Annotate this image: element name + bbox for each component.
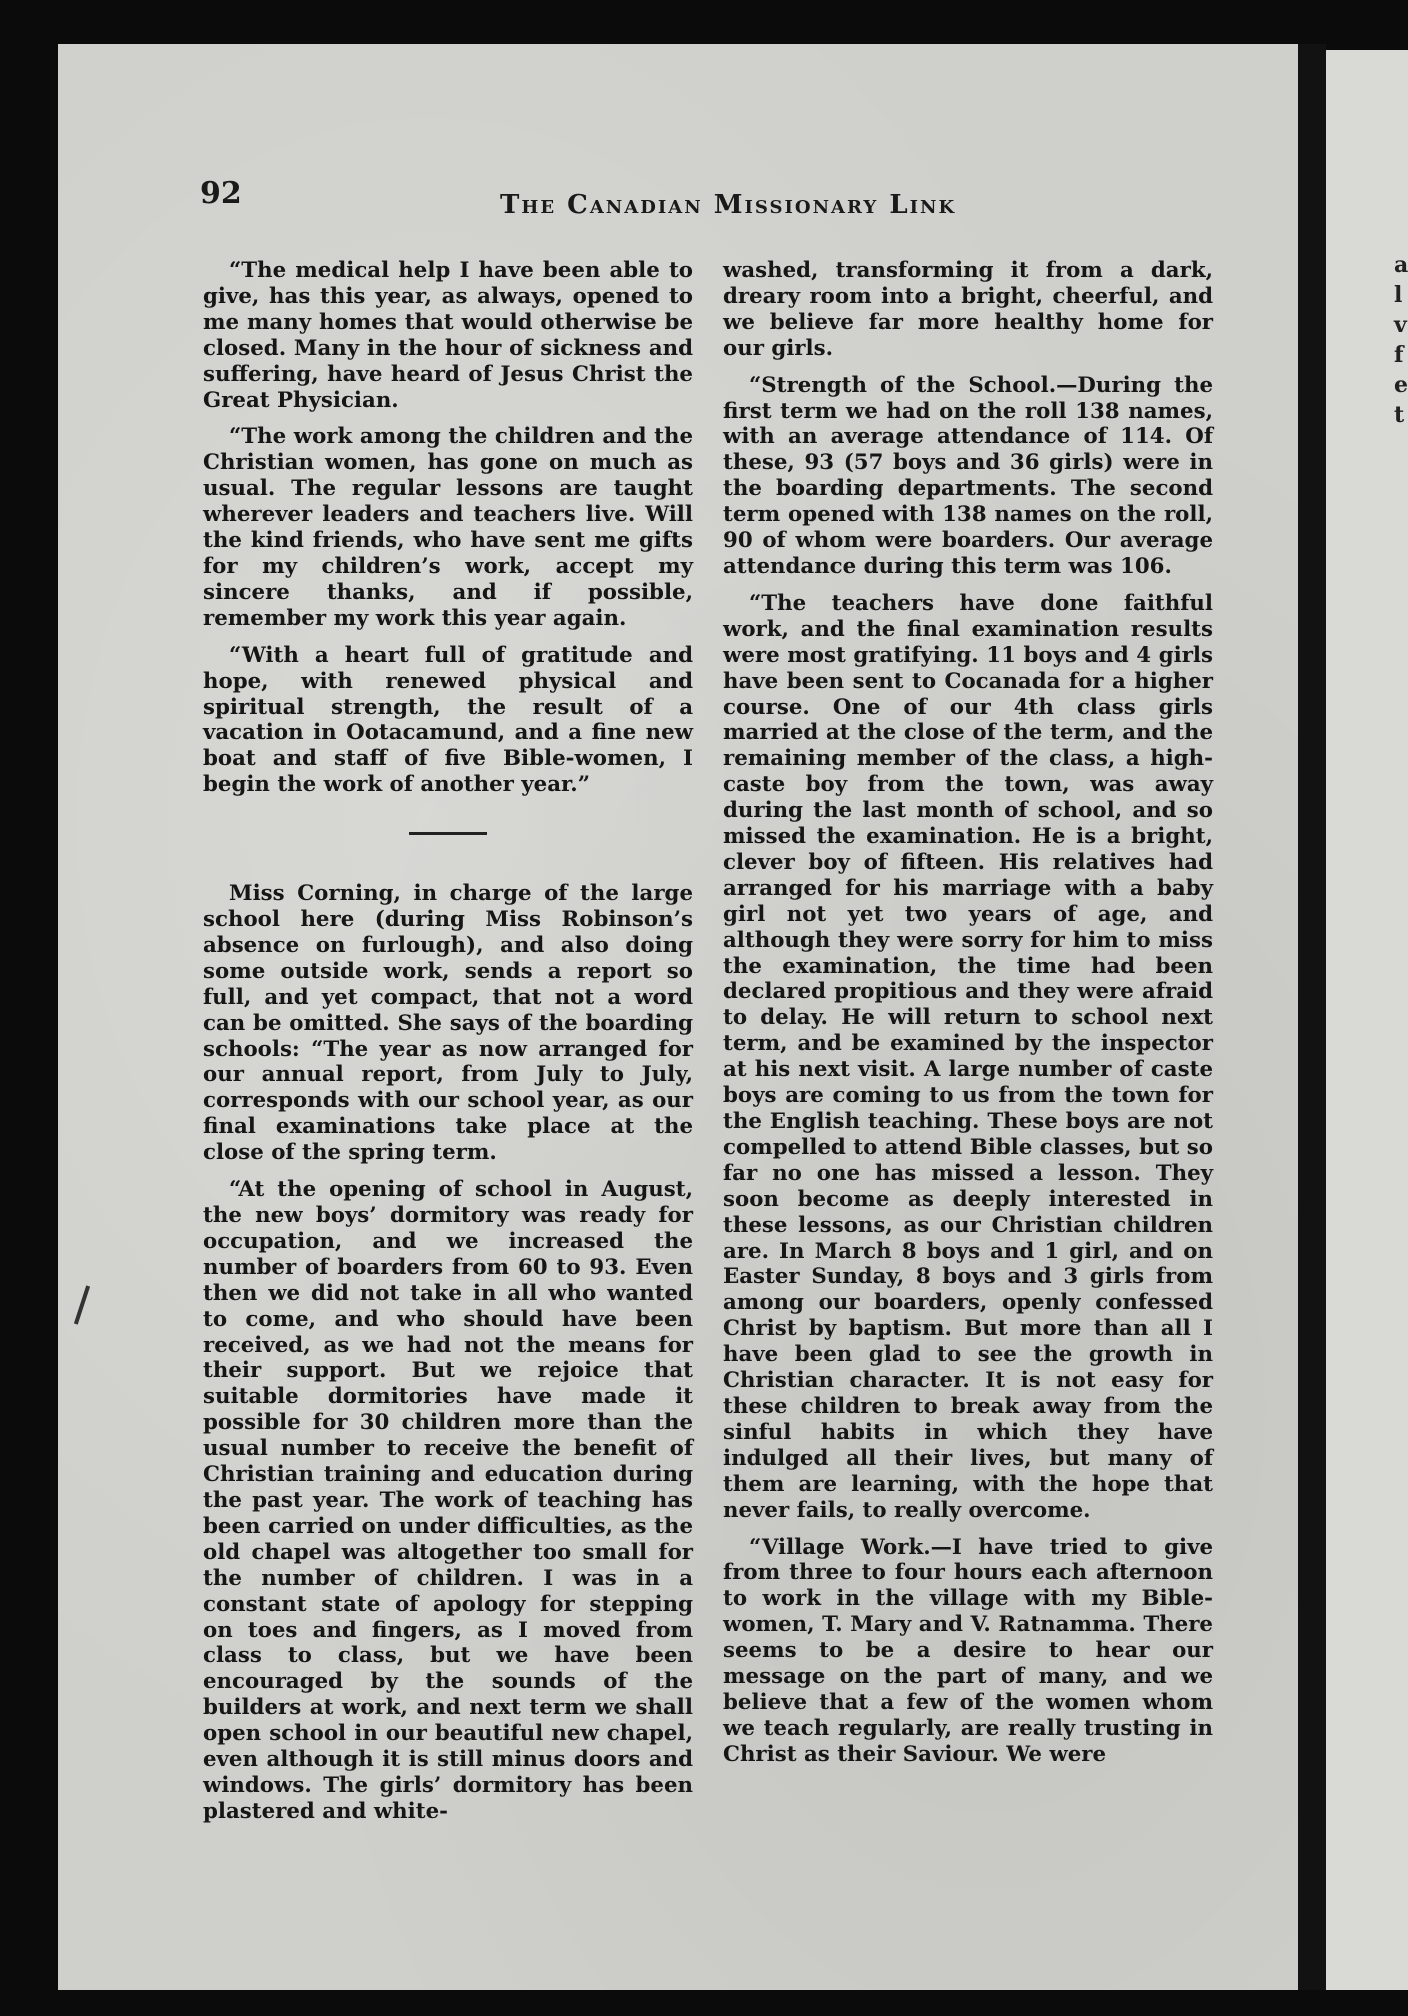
paragraph: washed, transforming it from a dark, dreary room into a bright, cheerful, and we believe far more healthy home for our girls.	[723, 258, 1213, 361]
running-title: The Canadian Missionary Link	[500, 190, 957, 220]
paragraph: “The teachers have done faithful work, and the final examination results were most gratifying. 11 boys and 4 girls have been sent to Cocanada for a higher course. One of our 4th class girls married at the close of the term, and the remaining member of the class, a high-caste boy from the town, was away during the last month of school, and so missed the examination. He is a bright, clever boy of fifteen. His relatives had arranged for his marriage with a baby girl not yet two years of age, and although they were sorry for him to miss the examination, the time had been declared propitious and they were afraid to delay. He will return to school next term, and be examined by the inspector at his next visit. A large number of caste boys are coming to us from the town for the English teaching. These boys are not compelled to attend Bible classes, but so far no one has missed a lesson. They soon become as deeply interested in these lessons, as our Christian children are. In March 8 boys and 1 girl, and on Easter Sunday, 8 boys and 3 girls from among our boarders, openly confessed Christ by baptism. But more than all I have been glad to see the growth in Christian character. It is not easy for these children to break away from the sinful habits in which they have indulged all their lives, but many of them are learning, with the hope that never fails, to really overcome.	[723, 590, 1213, 1523]
paragraph: “At the opening of school in August, the new boys’ dormitory was ready for occupation, and we increased the number of boarders from 60 to 93. Even then we did not take in all who wanted to come, and who should have been received, as we had not the means for their support. But we rejoice that suitable dormitories have made it possible for 30 children more than the usual number to receive the benefit of Christian training and education during the past year. The work of teaching has been carried on under difficulties, as the old chapel was altogether too small for the number of children. I was in a constant state of apology for stepping on toes and fingers, as I moved from class to class, but we have been encouraged by the sounds of the builders at work, and next term we shall open school in our beautiful new chapel, even although it is still minus doors and windows. The girls’ dormitory has been plastered and white-	[203, 1177, 693, 1824]
book-gutter	[1298, 44, 1326, 1990]
edge-letter: a	[1394, 252, 1408, 278]
page-number: 92	[200, 176, 242, 211]
paragraph: Miss Corning, in charge of the large school here (during Miss Robinson’s absence on furlough), and also doing some outside work, sends a report so full, and yet compact, that not a word can be omitted. She says of the boarding schools: “The year as now arranged for our annual report, from July to July, corresponds with our school year, as our final examinations take place at the close of the spring term.	[203, 881, 693, 1166]
paragraph: “Village Work.—I have tried to give from three to four hours each afternoon to work in the village with my Bible-women, T. Mary and V. Ratnamma. There seems to be a desire to hear our message on the part of many, and we believe that a few of the women whom we teach regularly, are really trusting in Christ as their Saviour. We were	[723, 1534, 1213, 1767]
paragraph: “The medical help I have been able to give, has this year, as always, opened to me many homes that would otherwise be closed. Many in the hour of sickness and suffering, have heard of Jesus Christ the Great Physician.	[203, 258, 693, 413]
facing-page-letters	[1394, 250, 1408, 430]
section-divider	[409, 832, 487, 835]
paragraph: “Strength of the School.—During the first term we had on the roll 138 names, with an average attendance of 114. Of these, 93 (57 boys and 36 girls) were in the boarding departments. The second term opened with 138 names on the roll, 90 of whom were boarders. Our average attendance during this term was 106.	[723, 372, 1213, 579]
edge-letter: t	[1394, 402, 1405, 428]
left-column	[203, 258, 693, 1836]
edge-letter: v	[1394, 312, 1407, 338]
edge-letter: e	[1394, 372, 1408, 398]
edge-letter: f	[1394, 342, 1404, 368]
right-column	[723, 258, 1213, 1779]
paragraph: “The work among the children and the Christian women, has gone on much as usual. The regular lessons are taught wherever leaders and teachers live. Will the kind friends, who have sent me gifts for my children’s work, accept my sincere thanks, and if possible, remember my work this year again.	[203, 424, 693, 631]
edge-letter: l	[1394, 282, 1403, 308]
paragraph: “With a heart full of gratitude and hope, with renewed physical and spiritual strength, the result of a vacation in Ootacamund, and a fine new boat and staff of five Bible-women, I begin the work of another year.”	[203, 642, 693, 798]
